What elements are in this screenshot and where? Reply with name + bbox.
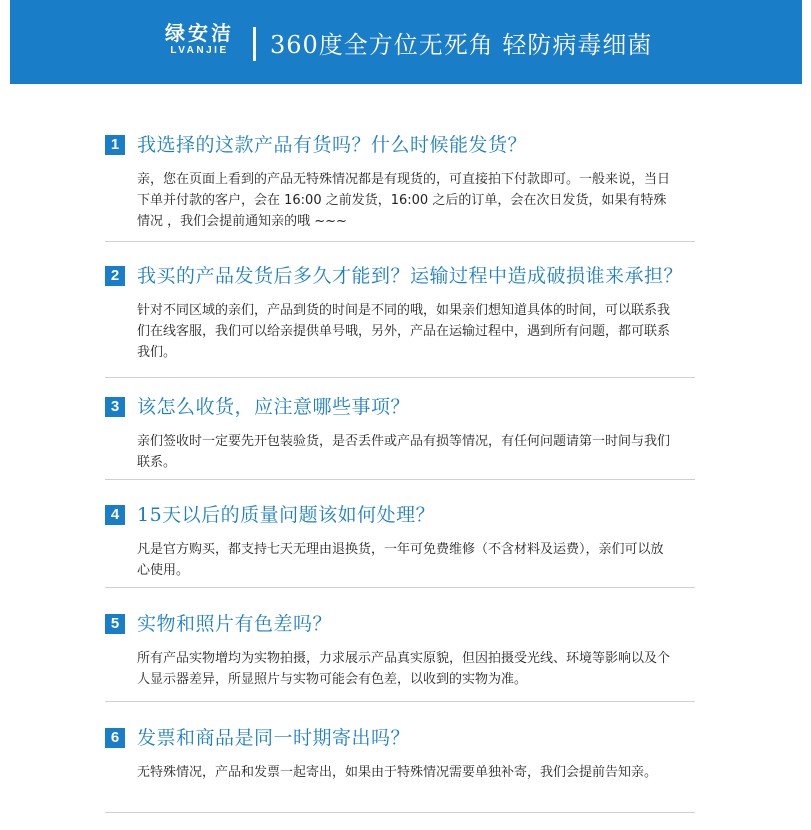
faq-header bbox=[105, 610, 695, 640]
faq-answer: 无特殊情况，产品和发票一起寄出，如果由于特殊情况需要单独补寄，我们会提前告知亲。 bbox=[137, 765, 658, 780]
faq-answer: 亲，您在页面上看到的产品无特殊情况都是有现货的，可直接拍下付款即可。一般来说，当日下单并付款的客户，会在 16:00 之前发货，16:00 之后的订单，会在次日发货，如果有特殊情况 ，我们会提前通知亲的哦 ~~~ bbox=[137, 172, 671, 229]
faq-question: 发票和商品是同一时期寄出吗？ bbox=[137, 727, 411, 749]
faq-header bbox=[105, 262, 695, 292]
faq-item-2 bbox=[105, 262, 695, 363]
banner-slogan: 360度全方位无死角 轻防病毒细菌 bbox=[270, 31, 653, 59]
brand-name-en: LVANJIE bbox=[170, 45, 229, 56]
faq-header bbox=[105, 501, 695, 531]
faq-question: 实物和照片有色差吗？ bbox=[137, 613, 333, 635]
faq-number-badge: 5 bbox=[105, 614, 125, 634]
faq-number-badge: 3 bbox=[105, 397, 125, 417]
faq-divider bbox=[105, 587, 695, 588]
faq-divider bbox=[105, 701, 695, 702]
faq-number-badge: 2 bbox=[105, 266, 125, 286]
brand-name-cn: 绿安洁 bbox=[165, 21, 234, 45]
faq-divider bbox=[105, 479, 695, 480]
faq-question: 15天以后的质量问题该如何处理？ bbox=[137, 504, 436, 526]
faq-question: 我买的产品发货后多久才能到？运输过程中造成破损谁来承担？ bbox=[137, 265, 684, 287]
faq-item-6 bbox=[105, 724, 695, 783]
faq-divider bbox=[105, 241, 695, 242]
faq-divider bbox=[105, 812, 695, 813]
faq-number-badge: 1 bbox=[105, 135, 125, 155]
faq-header bbox=[105, 724, 695, 754]
faq-item-3 bbox=[105, 393, 695, 473]
faq-item-4 bbox=[105, 501, 695, 581]
faq-item-5 bbox=[105, 610, 695, 690]
faq-divider bbox=[105, 377, 695, 378]
faq-header bbox=[105, 131, 695, 161]
faq-question: 我选择的这款产品有货吗？什么时候能发货？ bbox=[137, 134, 528, 156]
faq-number-badge: 6 bbox=[105, 728, 125, 748]
faq-item-1 bbox=[105, 131, 695, 232]
faq-number-badge: 4 bbox=[105, 505, 125, 525]
faq-answer: 亲们签收时一定要先开包装验货，是否丢件或产品有损等情况，有任何问题请第一时间与我们联系。 bbox=[137, 434, 671, 470]
faq-header bbox=[105, 393, 695, 423]
faq-answer: 凡是官方购买，都支持七天无理由退换货，一年可免费维修（不含材料及运费），亲们可以放心使用。 bbox=[137, 542, 664, 578]
banner-divider bbox=[253, 27, 256, 61]
faq-answer: 所有产品实物增均为实物拍摄，力求展示产品真实原貌，但因拍摄受光线、环境等影响以及个人显示器差异，所显照片与实物可能会有色差，以收到的实物为准。 bbox=[137, 651, 671, 687]
brand-logo bbox=[157, 22, 242, 58]
faq-question: 该怎么收货，应注意哪些事项？ bbox=[137, 396, 411, 418]
header-banner bbox=[10, 0, 802, 84]
faq-answer: 针对不同区域的亲们，产品到货的时间是不同的哦，如果亲们想知道具体的时间，可以联系我们在线客服，我们可以给亲提供单号哦，另外，产品在运输过程中，遇到所有问题，都可联系我们。 bbox=[137, 303, 671, 360]
